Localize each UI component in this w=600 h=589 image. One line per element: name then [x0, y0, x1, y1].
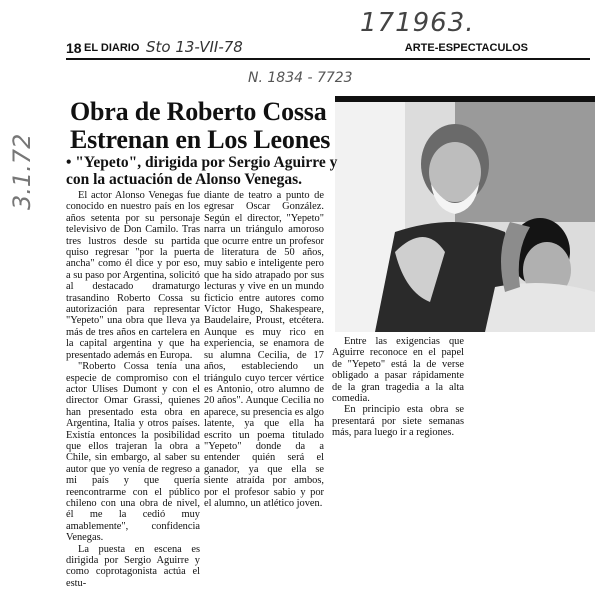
paragraph: Entre las exigencias que Aguirre reconoce en el papel de "Yepeto" está la de verse obligado a pasar rápidamente de la gran tragedia a la alta comedia.	[332, 336, 464, 405]
page-header	[66, 40, 590, 60]
article-column-3	[332, 336, 464, 542]
margin-handwritten-note: 3.1.72	[8, 133, 36, 210]
article-subhead: • "Yepeto", dirigida por Sergio Aguirre y con la actuación de Alonso Venegas.	[66, 154, 338, 188]
paragraph: El actor Alonso Venegas fue conocido en nuestro país en los años setenta por su personaje televisivo de Don Camilo. Tras tres lustros desde su partida quiso regresar "por la puerta ancha" como él dice y por eso, a su paso por Argentina, solicitó al destacado dramaturgo trasandino Roberto Cossa su autorización para representar "Yepeto" una obra que lleva ya más de tres años en cartelera en la capital argentina y que ha presentado además en Europa.	[66, 190, 200, 361]
article-headline	[70, 98, 360, 154]
paragraph: "Roberto Cossa tenía una especie de compromiso con el actor Ulises Dumont y con el director Omar Grassi, quienes han presentado esta obra en Argentina, Italia y otros países. Existía entonces la posibilidad que ellos trajeran la obra a Chile, sin embargo, al saber su autor que yo venía de regreso a mi país y que quería reencontrarme con el público chileno con una obra de nivel, él me la cedió muy amablemente", confidencia Venegas.	[66, 361, 200, 544]
newspaper-name: EL DIARIO	[84, 42, 140, 54]
reference-note: N. 1834 - 7723	[248, 70, 353, 86]
article-column-2	[204, 190, 324, 542]
handwritten-date: Sto 13-VII-78	[146, 38, 243, 56]
section-name: ARTE-ESPECTACULOS	[404, 42, 528, 54]
headline-line-1: Obra de Roberto Cossa	[70, 97, 327, 126]
page-number: 18	[66, 40, 82, 56]
article-column-1	[66, 190, 200, 589]
headline-line-2: Estrenan en Los Leones	[70, 125, 331, 154]
paragraph: En principio esta obra se presentará por siete semanas más, para luego ir a regiones.	[332, 404, 464, 439]
photo-illustration	[335, 102, 595, 332]
archive-number: 171963.	[360, 8, 475, 38]
article-photo	[335, 102, 595, 332]
paragraph: diante de teatro a punto de egresar Oscar González. Según el director, "Yepeto" narra un triángulo amoroso que ocurre entre un profesor de literatura de 50 años, muy sabio e inteligente pero que ha sido atrapado por sus lecturas y vive en un mundo ficticio entre autores como Víctor Hugo, Shakespeare, Baudelaire, Proust, etcétera. Aunque es muy rico en experiencia, se enamora de su alumna Cecilia, de 17 años, estableciendo un triángulo cuyo tercer vértice es Antonio, otro alumno de 20 años". Aunque Cecilia no aparece, su presencia es algo latente, ya que ella ha escrito un poema titulado "Yepeto" donde da a entender quién será el ganador, ya que ella se siente atraída por ambos, por el profesor sabio y por el alumno, un atlético joven.	[204, 190, 324, 509]
paragraph: La puesta en escena es dirigida por Sergio Aguirre y como coprotagonista actúa el estu-	[66, 543, 200, 589]
